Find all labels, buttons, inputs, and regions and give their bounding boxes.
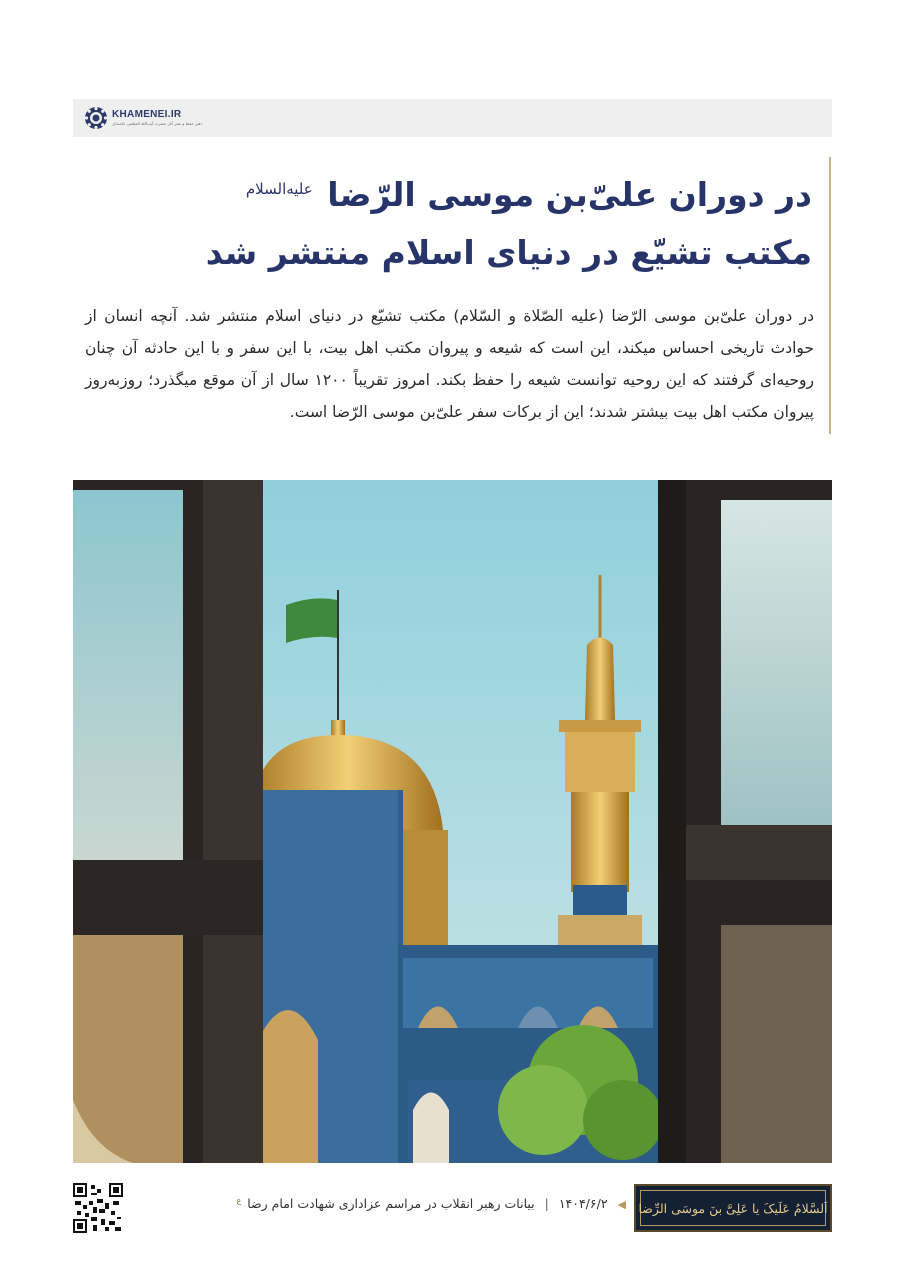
calligraphy-badge [634,1184,832,1232]
title-line-1-text: در دوران علیّ‌بن موسی الرّضا [327,175,812,214]
logo-text-group [112,110,202,126]
footer-caption-text: بیانات رهبر انقلاب در مراسم عزاداری شهادت امام رضا [247,1196,535,1212]
footer-date: ۱۴۰۴/۶/۲ [558,1196,608,1212]
shrine-photo [73,480,832,1163]
title-accent-line [829,157,831,434]
qr-code-icon[interactable] [73,1183,123,1233]
page-title [100,160,812,282]
khamenei-logo-icon[interactable] [83,105,109,131]
brand-name[interactable]: KHAMENEI.IR [112,109,182,120]
body-paragraph: در دوران علیّ‌بن موسی الرّضا (علیه الصّلاة و السّلام) مکتب تشیّع در دنیای اسلام منتشر شد. آنچه انسان از حوادث تاریخی احساس میکند، این است که شیعه و پیروان مکتب اهل بیت، با این سفر و با این حادثه آن چنان روحیه‌ای گرفتند که این روحیه توانست شیعه را حفظ بکند. امروز تقریباً ۱۲۰۰ سال از آن موقع میگذرد؛ روزبه‌روز پیروان مکتب اهل بیت بیشتر شدند؛ این از برکات سفر علیّ‌بن موسی الرّضا است. [85,307,814,421]
footer-caption [200,1196,626,1211]
pbuh-mark: ع [236,1196,242,1205]
header-bar [73,99,832,137]
caption-separator: | [544,1196,549,1212]
title-line-2: مکتب تشیّع در دنیای اسلام منتشر شد [205,233,812,272]
title-line-1 [100,160,812,224]
caption-arrow-icon: ◀ [617,1198,626,1212]
calligraphy-text: اَلسَّلامُ عَلَیکَ یا عَلِیَّ بنَ موسَی الرِّضا [640,1190,826,1226]
honorific-mark: علیه‌السلام [245,180,313,198]
brand-tagline: دفتر حفظ و نشر آثار حضرت آیت‌الله العظمی خامنه‌ای [112,121,203,126]
